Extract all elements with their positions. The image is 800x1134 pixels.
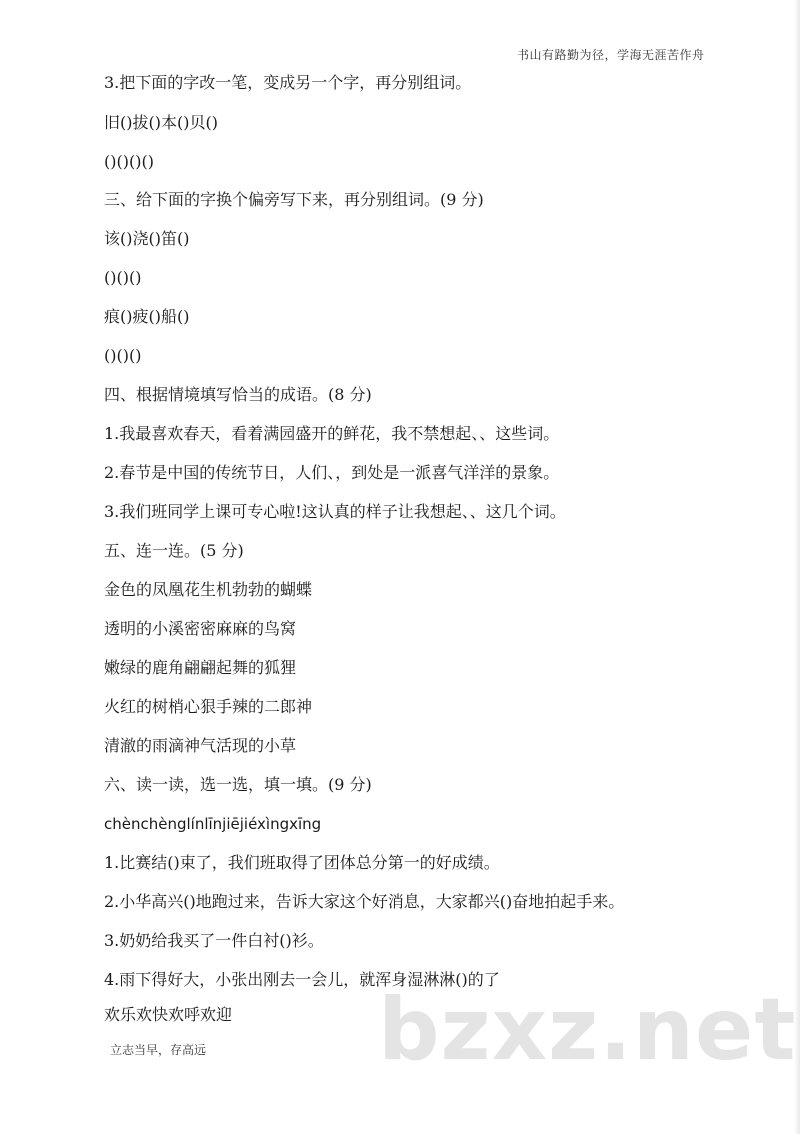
section-4-item-3: 3.我们班同学上课可专心啦!这认真的样子让我想起、、这几个词。 (104, 502, 566, 521)
section-4-heading: 四、根据情境填写恰当的成语。(8 分) (104, 385, 372, 404)
section-5-pair-4: 火红的树梢心狠手辣的二郎神 (104, 697, 313, 716)
footer-motto: 立志当早，存高远 (110, 1043, 207, 1057)
section-3-heading: 三、给下面的字换个偏旁写下来，再分别组词。(9 分) (104, 190, 484, 209)
section-3-blanks-row-1: ()()() (104, 268, 142, 287)
section-4-item-2: 2.春节是中国的传统节日，人们、，到处是一派喜气洋洋的景象。 (104, 463, 560, 482)
section-5-heading: 五、连一连。(5 分) (104, 541, 244, 560)
header-motto: 书山有路勤为径，学海无涯苦作舟 (517, 48, 705, 62)
section-6-item-1: 1.比赛结()束了，我们班取得了团体总分第一的好成绩。 (104, 853, 500, 872)
section-3-characters-row-1: 该()浇()笛() (104, 229, 190, 248)
section-6-pinyin: chènchènglínlīnjiējiéxìngxīng (104, 815, 322, 833)
section-3-blanks-row-2: ()()() (104, 346, 142, 365)
section-5-pair-3: 嫩绿的鹿角翩翩起舞的狐狸 (104, 658, 297, 677)
section-5-pair-2: 透明的小溪密密麻麻的鸟窝 (104, 619, 297, 638)
section-5-pair-5: 清澈的雨滴神气活现的小草 (104, 736, 297, 755)
section-6-item-4: 4.雨下得好大，小张出刚去一会儿，就浑身湿淋淋()的了 (104, 970, 500, 989)
section-6-item-3: 3.奶奶给我买了一件白衬()衫。 (104, 931, 324, 950)
section-6-item-2: 2.小华高兴()地跑过来，告诉大家这个好消息，大家都兴()奋地拍起手来。 (104, 892, 625, 911)
section-4-item-1: 1.我最喜欢春天，看着满园盛开的鲜花，我不禁想起、、这些词。 (104, 424, 560, 443)
question-3-blanks: ()()()() (104, 152, 154, 171)
section-3-characters-row-2: 痕()疲()船() (104, 307, 190, 326)
watermark: bzxz.net (378, 980, 797, 1080)
question-3-characters: 旧()拔()本()贝() (104, 113, 218, 132)
word-choices: 欢乐欢快欢呼欢迎 (104, 1005, 233, 1024)
question-3-instruction: 3.把下面的字改一笔，变成另一个字，再分别组词。 (104, 73, 472, 92)
section-6-heading: 六、读一读，选一选，填一填。(9 分) (104, 775, 372, 794)
page-edge-shadow (794, 0, 800, 1134)
section-5-pair-1: 金色的凤凰花生机勃勃的蝴蝶 (104, 580, 313, 599)
